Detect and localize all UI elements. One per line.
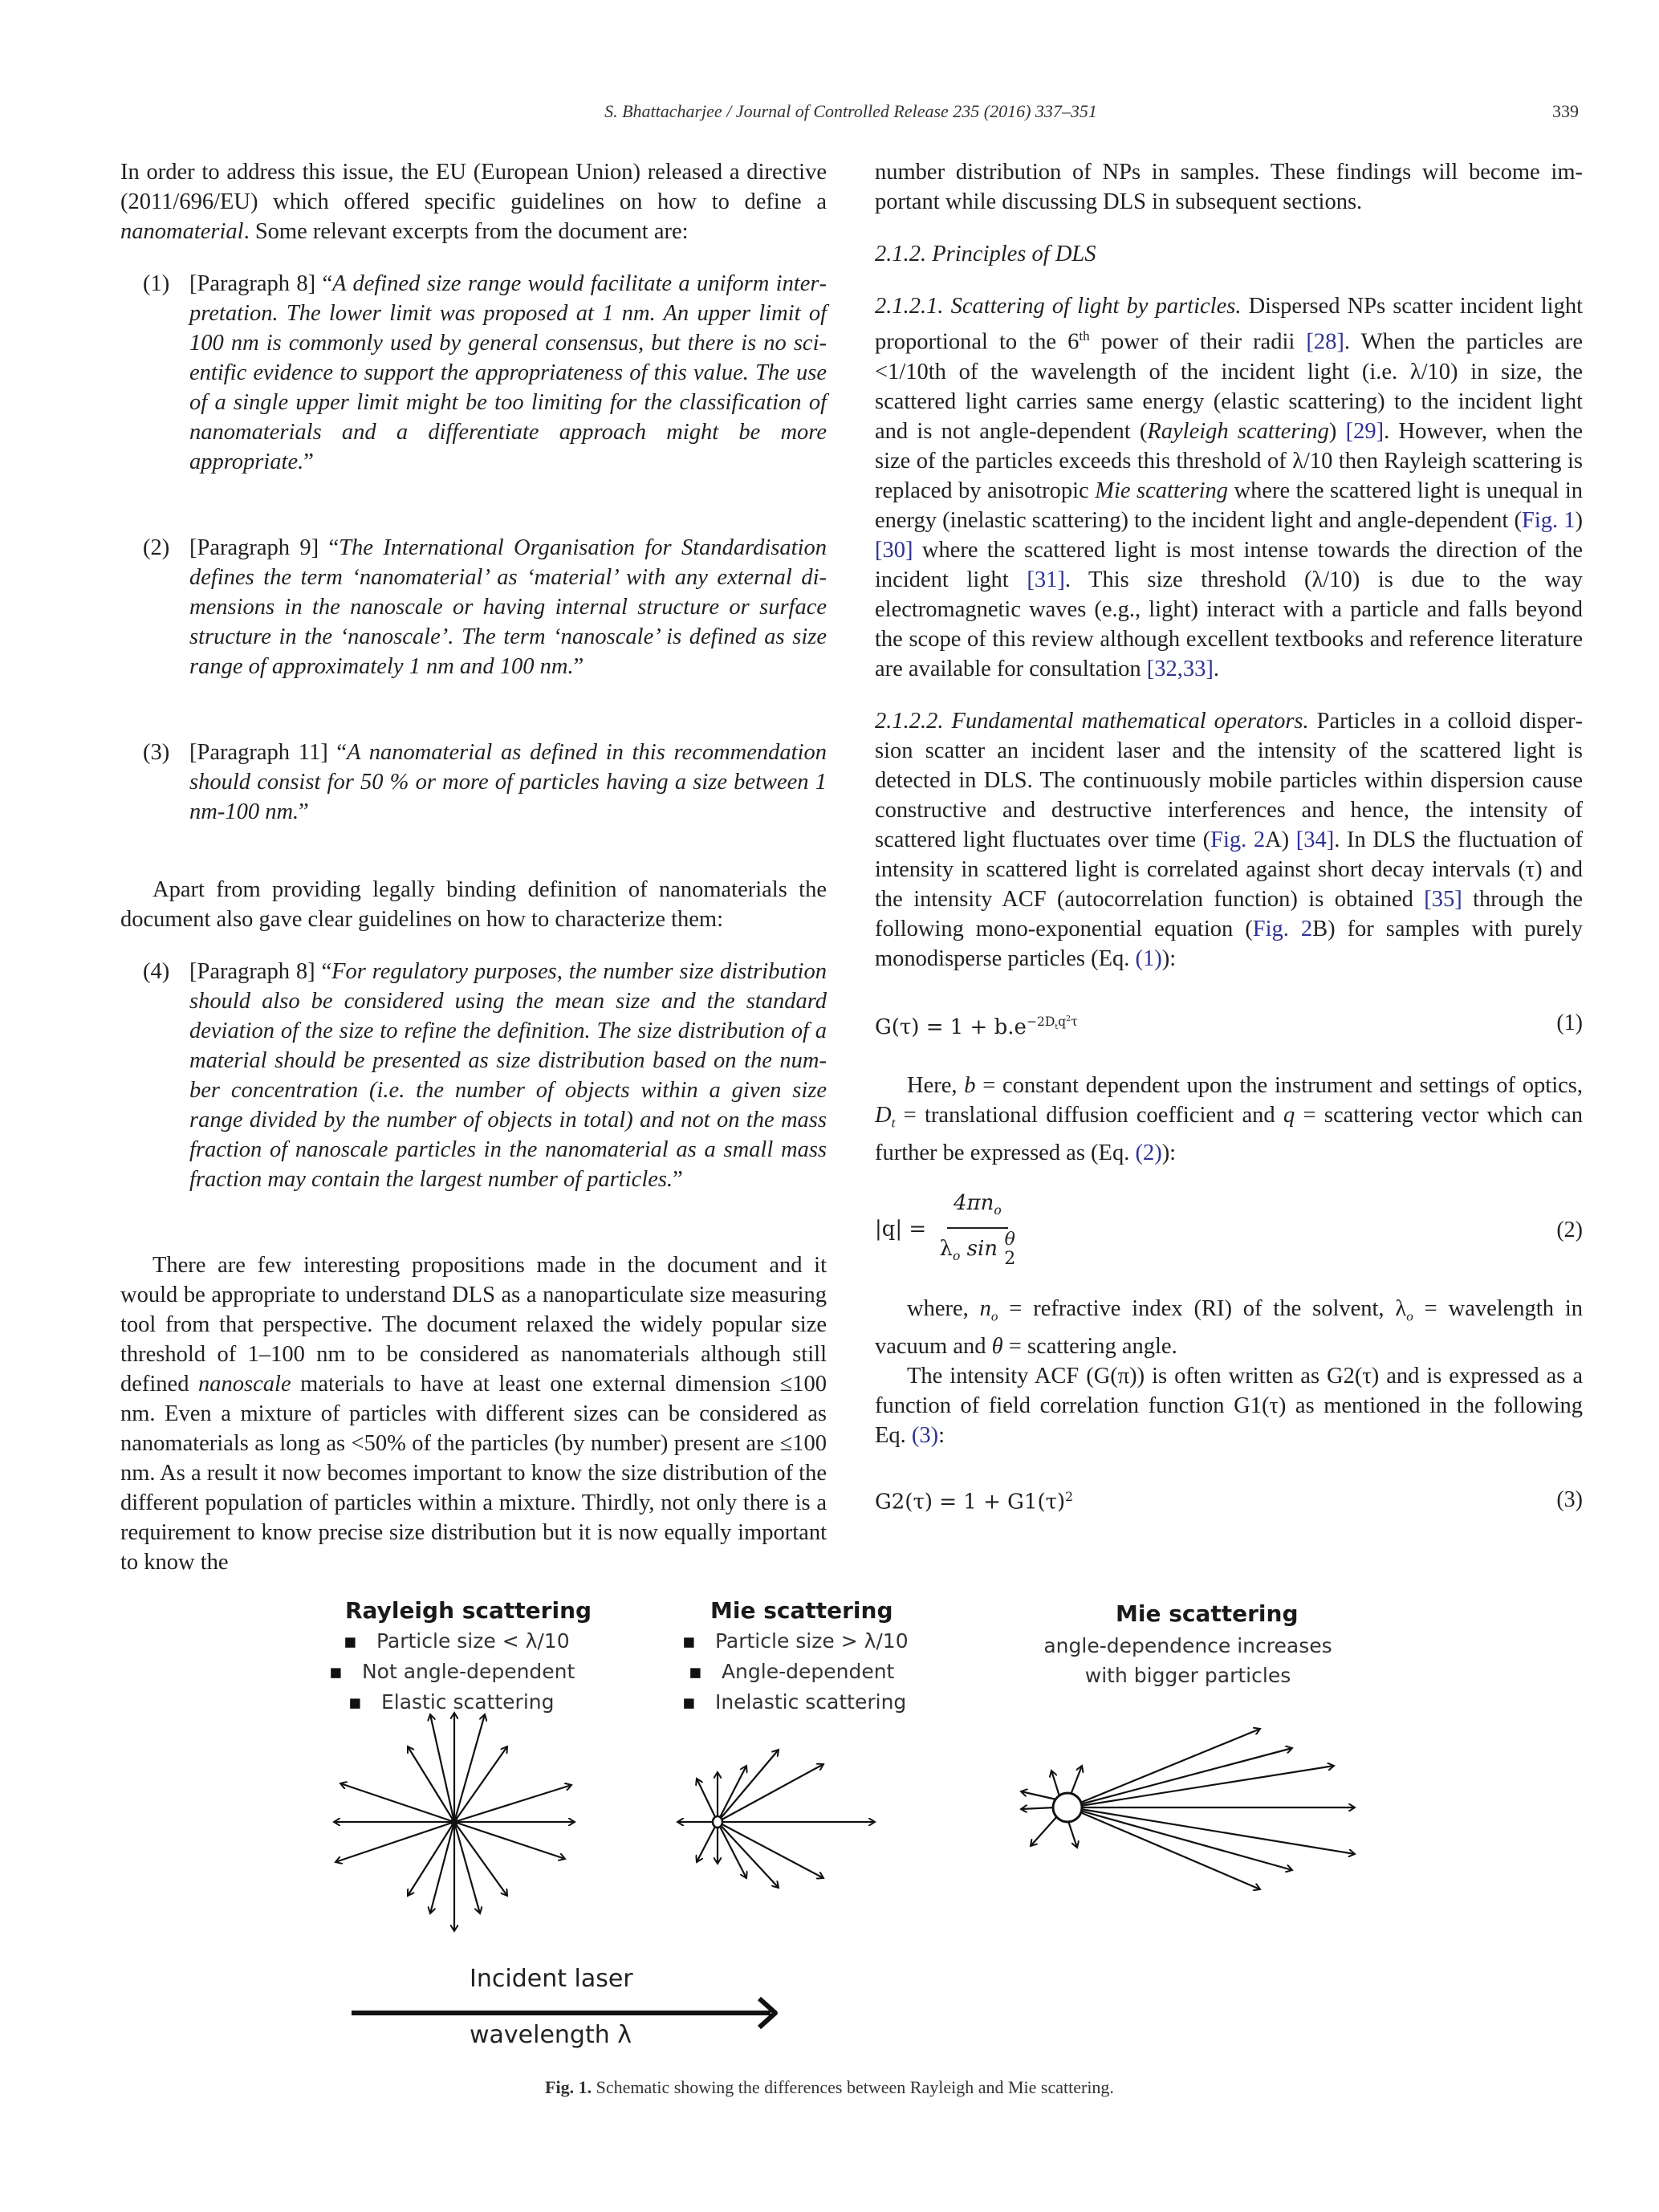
equation-link[interactable]: (3) bbox=[911, 1423, 939, 1449]
operators-paragraph: 2.1.2.2. Fundamental mathematical operators. Particles in a colloid dispersion scatter an incident laser and the intensity of the scattered light is detected in DLS. The continuously mobile particles within dispersion cause constructive and destructive interferences and hence, the intensity of scattered light fluctuates over time (Fig. 2A) [34]. In DLS the fluctuation of intensity in scattered light is correlated against short decay intervals (τ) and the intensity ACF (autocorrelation function) is obtained [35] through the following mono-exponential equation (Fig. 2B) for samples with purely monodisperse particles (Eq. (1)): bbox=[875, 708, 1583, 971]
figure-1 bbox=[305, 1581, 1445, 2063]
equation-link[interactable]: (2) bbox=[1135, 1141, 1162, 1166]
figure-caption bbox=[0, 2077, 1659, 2098]
panel-title-mie-large: Mie scattering bbox=[1116, 1600, 1299, 1627]
apart-paragraph: Apart from providing legally binding definition of nanomaterials the document also gave clear guidelines on how to characterize them: bbox=[120, 877, 827, 932]
laser-label-bottom: wavelength λ bbox=[470, 2021, 632, 2049]
citation-link[interactable]: [35] bbox=[1424, 886, 1462, 912]
quote-item-4: (4) [Paragraph 8] “For regulatory purposes, the number size distribution should also be considered using the mean size and the standard deviation of the size to refine the definition. The size distribution of a material should be presented as size distribution based on the number concentration (i.e. the number of objects within a given size range divided by the number of objects in total) and not on the mass fraction of nanoscale particles in the nanomaterial as a small mass fraction may contain the largest number of particles.” bbox=[143, 959, 827, 1192]
bullet-item: ▪ Not angle-dependent bbox=[329, 1657, 575, 1687]
citation-link[interactable]: [31] bbox=[1027, 567, 1065, 592]
here-paragraph: Here, b = constant dependent upon the instrument and settings of optics, $D_t$ = translational diffusion coefficient and q = scattering vector which can further be expressed as (Eq. (2)): bbox=[875, 1073, 1583, 1166]
panel-title-rayleigh: Rayleigh scattering bbox=[345, 1597, 592, 1624]
page-number: 339 bbox=[1552, 101, 1579, 121]
bullet-item: ▪ Particle size > λ/10 bbox=[682, 1626, 909, 1657]
panel-title-mie: Mie scattering bbox=[710, 1597, 893, 1624]
panel-subtitle: angle-dependence increases with bigger particles bbox=[1043, 1634, 1332, 1687]
right-column bbox=[875, 157, 1583, 1518]
continuation-paragraph: number distribution of NPs in samples. These findings will become important while discussing DLS in subsequent sections. bbox=[875, 160, 1583, 214]
equation-number: (1) bbox=[1556, 1010, 1583, 1035]
figure-link[interactable]: Fig. 1 bbox=[1521, 507, 1576, 533]
bullet-item: ▪ Elastic scattering bbox=[329, 1687, 575, 1718]
propositions-paragraph: There are few interesting propositions made in the document and it would be appropriate to understand DLS as a nanoparticulate size measuring tool from that perspective. The document relaxed the widely popular size threshold of 1–100 nm to be considered as nanomaterials although still defined nanoscale materials to have at least one external dimension ≤100 nm. Even a mixture of particles with different sizes can be considered as nanomaterials as long as <50% of the particles (by number) present are ≤100 nm. As a result it now becomes important to know the size distribution of the different population of particles within a mixture. Thirdly, not only there is a requirement to know precise size distribution but it is now equally important to know the bbox=[120, 1253, 827, 1575]
equation-1: $G(\tau) = 1 + b.e^{-2D_tq^2\tau}$ (1) bbox=[875, 1004, 1583, 1043]
mie-bullet-list bbox=[682, 1626, 909, 1718]
equation-2: |q| = $4\pi n_o$ $\lambda_o$ sin θ 2 (2) bbox=[875, 1189, 1583, 1271]
figure-link[interactable]: Fig. 2 bbox=[1210, 827, 1266, 852]
quote-item-3: (3) [Paragraph 11] “A nanomaterial as defined in this recommendation should consist for 50 % or more of particles having a size between 1 nm-100 nm.” bbox=[143, 740, 827, 824]
citation-link[interactable]: [32,33] bbox=[1146, 656, 1214, 681]
laser-label-top: Incident laser bbox=[470, 1965, 633, 1993]
scattering-paragraph: 2.1.2.1. Scattering of light by particles. Dispersed NPs scatter incident light proportional to the 6th power of their radii [28]. When the particles are <1/10th of the wavelength of the incident light (i.e. λ/10) in size, the scattered light carries same energy (elastic scattering) to the incident light and is not angle-dependent (Rayleigh scattering) [29]. However, when the size of the particles exceeds this threshold of λ/10 then Rayleigh scattering is replaced by anisotropic Mie scattering where the scattered light is unequal in energy (inelastic scattering) to the incident light and angle-dependent (Fig. 1) [30] where the scattered light is most intense towards the direction of the incident light [31]. This size threshold (λ/10) is due to the way electromagnetic waves (e.g., light) interact with a particle and falls beyond the scope of this review although excellent textbooks and reference literature are available for consultation [32,33]. bbox=[875, 294, 1584, 681]
mie-large-particle-arrows-icon bbox=[305, 1581, 626, 1822]
section-heading: 2.1.2. Principles of DLS bbox=[875, 242, 1096, 266]
intensity-paragraph: The intensity ACF (G(π)) is often written as G2(τ) and is expressed as a function of field correlation function G1(τ) as mentioned in the following Eq. (3): bbox=[875, 1364, 1583, 1449]
bullet-item: ▪ Particle size < λ/10 bbox=[329, 1626, 575, 1657]
intro-paragraph: In order to address this issue, the EU (European Union) released a directive (2011/696/EU) which offered specific guidelines on how to define a nanomaterial. Some relevant excerpts from the document are: bbox=[120, 160, 827, 244]
where-paragraph: where, $n_o$ = refractive index (RI) of the solvent, $\lambda_o$ = wavelength in vacuum and θ = scattering angle. bbox=[875, 1296, 1584, 1360]
citation-link[interactable]: [28] bbox=[1306, 329, 1344, 355]
equation-3: $G2(\tau) = 1 + G1(\tau)^2$ (3) bbox=[875, 1482, 1583, 1518]
page-header bbox=[0, 101, 1659, 133]
citation-link[interactable]: [34] bbox=[1295, 827, 1335, 852]
caption-label: Fig. 1. bbox=[545, 2077, 592, 2097]
subsection-heading: 2.1.2.2. Fundamental mathematical operators. bbox=[875, 708, 1309, 734]
bullet-item: ▪ Inelastic scattering bbox=[682, 1687, 909, 1718]
quote-item-2: (2) [Paragraph 9] “The International Organisation for Standardisation defines the term ‘nanomaterial’ as ‘material’ with any external dimensions in the nanoscale or having internal structure or surface structure in the ‘nanoscale’. The term ‘nanoscale’ is defined as size range of approximately 1 nm and 100 nm.” bbox=[143, 535, 827, 679]
caption-text: Schematic showing the differences between Rayleigh and Mie scattering. bbox=[592, 2077, 1114, 2097]
figure-link[interactable]: Fig. 2 bbox=[1252, 916, 1313, 941]
incident-laser-arrow-icon bbox=[305, 1581, 754, 1613]
equation-number: (2) bbox=[1556, 1218, 1583, 1243]
citation-link[interactable]: [30] bbox=[875, 537, 913, 563]
running-title: S. Bhattacharjee / Journal of Controlled Release 235 (2016) 337–351 bbox=[604, 101, 1097, 121]
equation-number: (3) bbox=[1556, 1487, 1583, 1513]
left-column bbox=[120, 157, 827, 1577]
bullet-item: ▪ Angle-dependent bbox=[682, 1657, 909, 1687]
quote-item-1: (1) [Paragraph 8] “A defined size range would facilitate a uniform interpretation. The lower limit was proposed at 1 nm. An upper limit of 100 nm is commonly used by general consensus, but there is no scientific evidence to support the appropriateness of this value. The use of a single upper limit might be too limiting for the classification of nanomaterials and a differentiate approach might be more appropriate.” bbox=[143, 271, 827, 474]
citation-link[interactable]: [29] bbox=[1345, 418, 1385, 444]
subsection-heading: 2.1.2.1. Scattering of light by particles. bbox=[875, 294, 1242, 319]
equation-link[interactable]: (1) bbox=[1135, 945, 1162, 971]
